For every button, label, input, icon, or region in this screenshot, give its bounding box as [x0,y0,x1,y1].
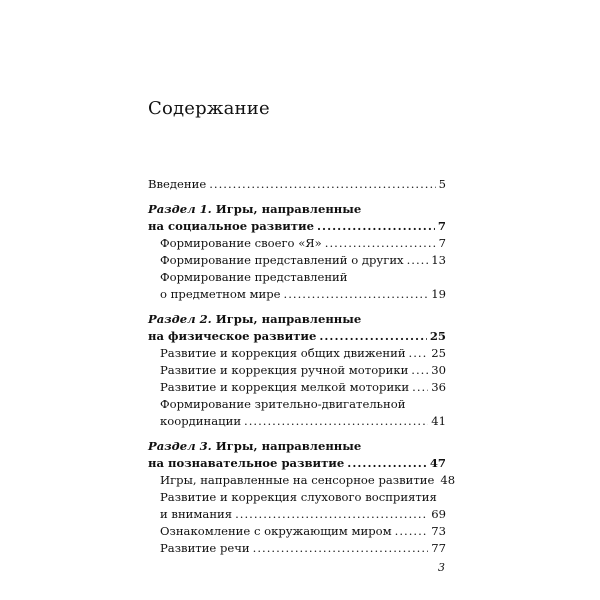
section-title-entry [148,328,446,345]
section-label: Раздел 1. [148,202,212,216]
section-title-line2: на познавательное развитие [148,456,345,470]
toc-entry-text: Ознакомление с окружающим миром [160,524,392,538]
section-title-line1: Игры, направленные [215,439,362,453]
section-title-entry [148,218,446,235]
dot-leader [412,379,428,396]
dot-leader [347,455,427,472]
dot-leader [411,362,428,379]
page-number: 3 [438,561,445,574]
toc-entry-text: и внимания [160,507,233,521]
toc-page-number: 41 [431,414,446,428]
toc-entry [148,379,446,396]
section-label: Раздел 3. [148,439,212,453]
toc-entry-text: координации [160,414,242,428]
dot-leader [395,523,429,540]
toc-entry [148,413,446,430]
toc-section-3 [148,438,456,557]
toc-entry [148,345,446,362]
toc-page-number: 13 [431,253,446,267]
toc-entry-text: Развитие и коррекция ручной моторики [160,363,409,377]
section-heading [148,438,446,455]
toc-entry [148,235,446,252]
toc-entry-text: Игры, направленные на сенсорное развитие [160,473,435,487]
toc-entry-text: Развитие и коррекция общих движений [160,346,406,360]
dot-leader [409,345,429,362]
toc-page-number: 7 [437,219,446,233]
dot-leader [235,506,428,523]
dot-leader [244,413,428,430]
toc-page-number: 48 [440,473,456,487]
dot-leader [325,235,436,252]
table-of-contents [148,176,456,557]
toc-page-number: 25 [429,329,446,343]
toc-entry [148,540,446,557]
dot-leader [284,286,429,303]
toc-page-number: 19 [431,287,446,301]
dot-leader [209,176,435,193]
toc-entry-text: о предметном мире [160,287,281,301]
toc-entry [148,472,456,489]
toc-page-number: 5 [438,177,446,191]
toc-entry-text: Развитие речи [160,541,250,555]
section-label: Раздел 2. [148,312,212,326]
toc-page-number: 7 [438,236,446,250]
section-heading [148,201,446,218]
toc-page-number: 47 [429,456,446,470]
toc-entry-intro [148,176,446,193]
toc-entry [148,252,446,269]
toc-entry-text: Формирование своего «Я» [160,236,322,250]
toc-entry [148,506,446,523]
toc-page-number: 73 [431,524,446,538]
toc-entry-text: Развитие и коррекция мелкой моторики [160,380,410,394]
toc-entry-text: Формирование представлений [160,270,348,284]
toc-section-2 [148,311,446,430]
dot-leader [317,218,435,235]
toc-section-1 [148,201,446,303]
page-title: Содержание [148,98,270,119]
section-title-entry [148,455,446,472]
toc-entry [148,523,446,540]
toc-entry-text: Развитие и коррекция слухового восприятия [160,490,437,504]
toc-entry-text: Формирование зрительно-двигательной [160,397,406,411]
section-title-line2: на социальное развитие [148,219,315,233]
toc-page-number: 25 [431,346,446,360]
toc-page-number: 36 [431,380,446,394]
section-title-line2: на физическое развитие [148,329,317,343]
toc-entry [148,286,446,303]
section-heading [148,311,446,328]
dot-leader [407,252,429,269]
toc-entry-text: Введение [148,177,207,191]
toc-page-number: 30 [431,363,446,377]
section-title-line1: Игры, направленные [215,202,362,216]
toc-entry-text: Формирование представлений о других [160,253,404,267]
section-title-line1: Игры, направленные [215,312,362,326]
dot-leader [319,328,427,345]
toc-entry [148,362,446,379]
toc-page-number: 69 [431,507,446,521]
toc-page-number: 77 [431,541,446,555]
dot-leader [253,540,429,557]
